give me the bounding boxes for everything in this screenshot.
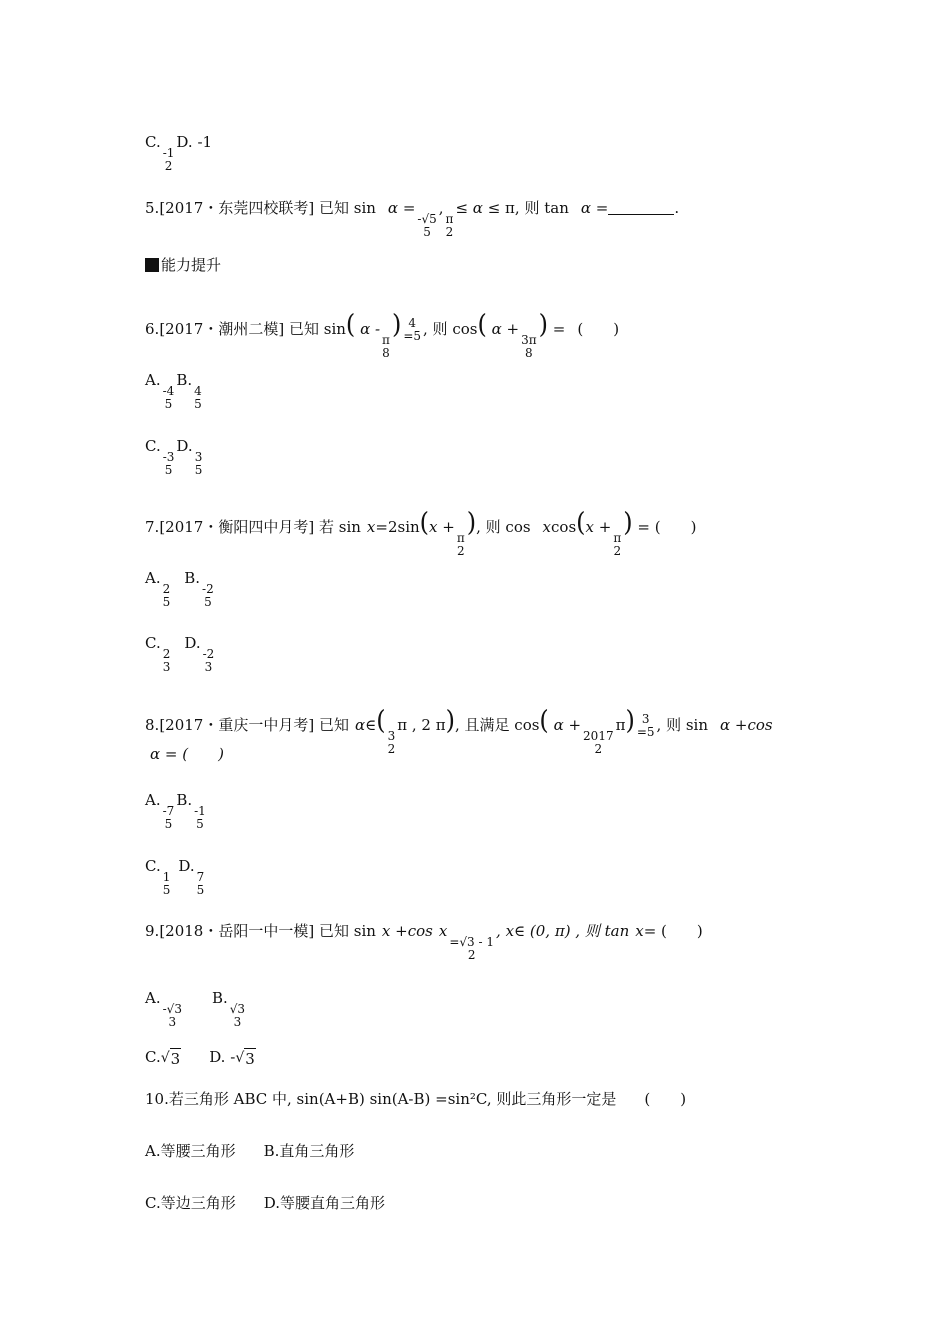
option-b-label[interactable]: B. [211,989,228,1007]
question-text: 若 sin [318,518,361,536]
denominator: 8 [382,346,390,360]
fraction: 1 5 [162,870,171,897]
right-paren: ) [391,308,402,340]
option-d-value: -1 [197,133,213,151]
left-paren: ( [419,506,430,538]
option-d-label[interactable]: D. [178,857,195,875]
leq: ≤ [455,199,469,217]
question-source: [2017・衡阳四中月考] [159,518,315,536]
right-paren: ) [445,704,455,736]
option-c-label: C. [145,133,161,151]
answer-paren[interactable]: ( ) [644,1090,687,1108]
expression: cos [551,518,577,536]
fraction [381,334,391,360]
option-c-label[interactable]: C.等边三角形 [145,1194,236,1212]
answer-paren[interactable]: = ( ) [643,922,703,940]
fraction: -2 5 [202,582,214,609]
question-text: ≤ π, 则 tan [487,199,569,217]
fraction: 7 5 [196,870,205,897]
question-text: , 则 sin [656,716,708,734]
expression: α - [360,320,381,338]
left-paren: ( [376,704,386,736]
square-bullet-icon [145,258,159,272]
equals: = [402,199,416,217]
q7-options-cd [145,633,216,674]
option-b-label[interactable]: B. [176,791,193,809]
section-heading [145,255,221,275]
equals: = [595,199,609,217]
answer-paren[interactable]: α = ( ) [150,745,224,763]
question-text: 已知 sin [288,320,346,338]
fraction: -3 5 [162,450,175,477]
denominator: 2 [445,225,454,239]
option-d-label[interactable]: D.等腰直角三角形 [263,1194,385,1212]
pi-symbol: π [615,716,626,734]
right-paren: ) [538,308,548,340]
question-number: 6. [145,320,160,338]
x-symbol: x [635,922,644,940]
q6-options-cd [145,436,204,477]
option-d-label[interactable]: D. [209,1048,226,1066]
minus-sign: - [230,1048,236,1066]
left-paren: ( [345,308,356,340]
question-number: 7. [145,518,160,536]
fraction: =√3 - 1 2 [449,935,495,962]
fraction: -4 5 [162,384,175,411]
option-d-label[interactable]: D. [184,634,201,652]
expression: α + [491,320,520,338]
question-10 [145,1089,686,1109]
fraction: √3 3 [229,1002,246,1029]
fraction-sqrt5-over-5 [416,213,437,239]
question-source: [2017・重庆一中月考] [159,716,315,734]
fraction: -7 5 [162,804,175,831]
q9-options-ab [145,988,247,1029]
question-6 [145,308,620,360]
option-c-label[interactable]: C. [145,857,161,875]
fraction: 3 5 [194,450,203,477]
question-text: 已知 [318,716,349,734]
fraction: 3 2 [387,729,396,756]
section-title: 能力提升 [161,256,222,274]
numerator: -√5 [417,212,437,226]
option-c-label[interactable]: C. [145,1048,161,1066]
left-paren: ( [539,704,549,736]
option-b-label[interactable]: B. [184,569,201,587]
q9-options-cd [145,1047,256,1069]
q4-options-cd [145,132,212,173]
numerator: -1 [162,146,175,160]
question-number: 5. [145,199,160,217]
right-paren: ) [466,506,477,538]
answer-blank[interactable] [608,200,674,215]
expression: α + [553,716,582,734]
answer-paren[interactable]: = ( ) [637,518,697,536]
fraction: -1 5 [194,804,206,831]
denominator: 5 [423,225,431,239]
left-paren: ( [576,506,586,538]
option-a-label[interactable]: A. [145,371,161,389]
right-paren: ) [625,704,635,736]
option-c-label[interactable]: C. [145,437,161,455]
alpha-symbol: α [355,716,366,734]
x-symbol: x [438,922,448,940]
question-text: 已知 sin [318,922,376,940]
option-a-label[interactable]: A. [145,791,161,809]
option-a-label[interactable]: A. [145,989,161,1007]
question-9 [145,921,703,962]
fraction [520,334,538,360]
option-a-label[interactable]: A. [145,569,161,587]
x-symbol: x [366,518,376,536]
x-symbol: x [542,518,552,536]
q10-options-cd [145,1193,385,1213]
question-number: 9. [145,922,160,940]
q7-options-ab [145,568,216,609]
question-8-line2 [150,744,224,764]
denominator: 8 [525,346,533,360]
alpha-symbol: α [387,199,399,217]
period: . [674,199,680,217]
expression: x + [429,518,455,536]
equals: = [552,320,566,338]
expression: =2sin [375,518,420,536]
question-text: , 则 cos [476,518,531,536]
question-7 [145,506,697,558]
expression: x + [585,518,612,536]
expression: π , 2 π [397,716,446,734]
question-text: , 且满足 cos [454,716,540,734]
expression: x +cos [381,922,433,940]
question-number: 8. [145,716,160,734]
sqrt-expression: √ 3 [235,1050,255,1068]
question-source: [2018・岳阳一中一模] [159,922,315,940]
fraction: -√3 3 [162,1002,182,1029]
right-paren: ) [623,506,633,538]
question-text: 已知 sin [318,199,376,217]
fraction-pi-over-2 [445,213,455,239]
q10-options-ab [145,1141,354,1161]
fraction [402,317,422,343]
fraction: 2 5 [162,582,171,609]
option-c-label[interactable]: C. [145,634,161,652]
numerator: 3π [521,333,537,347]
question-source: [2017・潮州二模] [159,320,285,338]
question-8 [145,704,773,756]
numerator: π [445,212,454,226]
fraction: 2 3 [162,647,171,674]
option-b-label[interactable]: B.直角三角形 [263,1142,355,1160]
left-paren: ( [477,308,487,340]
sqrt-expression: √ 3 [160,1050,181,1068]
q6-options-ab [145,370,204,411]
alpha-symbol: α [580,199,591,217]
fraction: 3 =5 [636,712,655,739]
question-text: , x∈ (0, π) , 则 tan [496,922,630,940]
fraction [162,147,176,173]
answer-paren[interactable]: ( ) [577,320,620,338]
option-a-label[interactable]: A.等腰三角形 [145,1142,236,1160]
question-5: 5.[2017・东莞四校联考] 已知 sin α = -√5 5 , π 2 ≤ α ≤ π, 则 tan α = . [145,199,680,239]
option-d-label: D. [176,133,193,151]
numerator: π [382,333,390,347]
denominator: =5 [403,329,422,343]
fraction: 2017 2 [583,729,614,756]
q8-options-cd [145,856,206,897]
expression: α +cos [720,716,773,734]
q8-options-ab [145,790,208,831]
option-b-label[interactable]: B. [176,371,193,389]
alpha-symbol: α [472,199,483,217]
fraction: -2 3 [202,647,215,674]
question-text: 10.若三角形 ABC 中, sin(A+B) sin(A-B) =sin²C, 则此三角形一定是 [145,1090,617,1108]
fraction: 4 5 [194,384,202,411]
numerator: 4 [408,316,416,330]
element-of: ∈ [365,716,377,734]
denominator: 2 [164,159,173,173]
option-d-label[interactable]: D. [176,437,193,455]
question-text: , 则 cos [423,320,478,338]
question-source: [2017・东莞四校联考] [159,199,315,217]
fraction: π 2 [613,531,622,558]
fraction: π 2 [456,531,465,558]
